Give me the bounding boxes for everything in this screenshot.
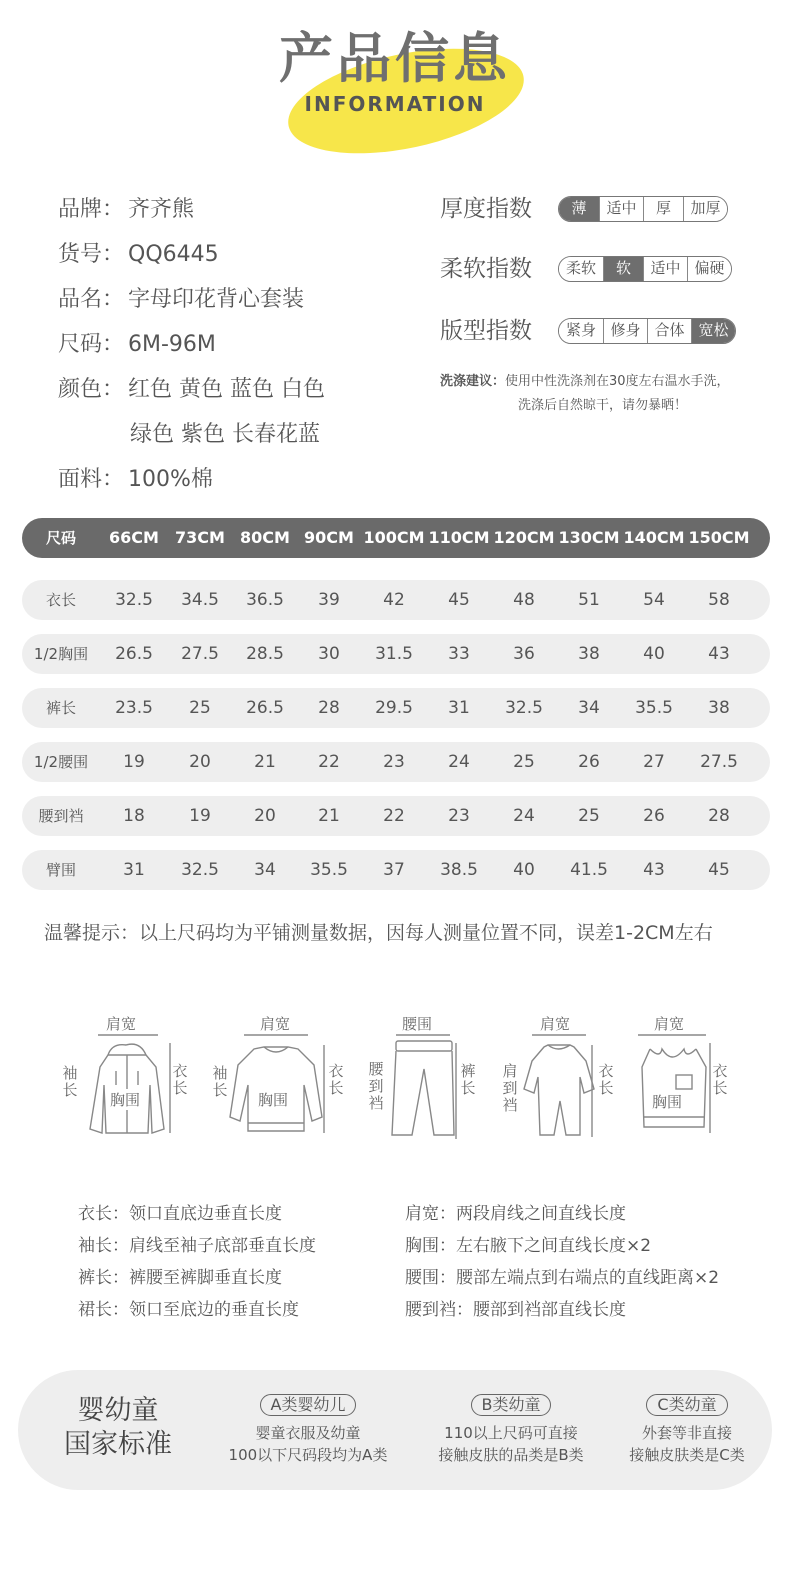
row-label-cell: 腰到裆 <box>38 807 84 825</box>
pants-diagram <box>362 1005 512 1155</box>
size-table-header <box>22 518 770 558</box>
table-cell: 21 <box>254 752 276 772</box>
info-value: 6M-96M <box>128 332 216 357</box>
index-label: 厚度指数 <box>440 196 532 222</box>
table-cell: 42 <box>383 590 405 610</box>
row-label-cell: 臂围 <box>45 861 76 879</box>
index-label: 版型指数 <box>440 318 532 344</box>
info-value: 齐齐熊 <box>128 197 195 222</box>
class-c <box>592 1394 782 1466</box>
table-cell: 31 <box>123 860 145 880</box>
table-cell: 22 <box>318 752 340 772</box>
table-cell: 19 <box>189 806 211 826</box>
label-left: 袖长 <box>62 1064 78 1099</box>
table-cell: 26 <box>578 752 600 772</box>
class-desc <box>213 1422 403 1466</box>
standards-title-line1: 婴幼童 <box>77 1395 159 1426</box>
vest-icon <box>620 1005 770 1155</box>
row-label-cell: 衣长 <box>45 591 76 609</box>
table-cell: 18 <box>123 806 145 826</box>
header-cell: 66CM <box>109 528 159 547</box>
vest-diagram <box>620 1005 770 1155</box>
table-cell: 35.5 <box>635 698 673 718</box>
wash-text: 使用中性洗涤剂在30度左右温水手洗， <box>505 374 730 389</box>
index-option-selected: 薄 <box>559 197 599 221</box>
index-option: 适中 <box>599 197 643 221</box>
table-cell: 21 <box>318 806 340 826</box>
label-top: 肩宽 <box>260 1015 291 1033</box>
table-cell: 38.5 <box>440 860 478 880</box>
table-cell: 19 <box>123 752 145 772</box>
index-option: 合体 <box>647 319 691 343</box>
table-cell: 35.5 <box>310 860 348 880</box>
table-cell: 34.5 <box>181 590 219 610</box>
label-right: 衣长 <box>172 1062 188 1097</box>
thickness-index <box>440 192 770 232</box>
class-desc-line: 婴童衣服及幼童 <box>255 1424 361 1442</box>
info-label: 面料： <box>58 467 125 492</box>
table-cell: 27 <box>643 752 665 772</box>
label-center: 胸围 <box>258 1091 289 1109</box>
definitions-right <box>405 1200 719 1328</box>
definition-item: 裙长：领口至底边的垂直长度 <box>78 1300 299 1320</box>
definition-item: 袖长：肩线至袖子底部垂直长度 <box>78 1236 316 1256</box>
info-label: 品名： <box>58 287 125 312</box>
pants-icon <box>362 1005 512 1155</box>
label-center: 胸围 <box>652 1093 683 1111</box>
table-cell: 38 <box>708 698 730 718</box>
table-cell: 38 <box>578 644 600 664</box>
standards-title-line2: 国家标准 <box>64 1429 172 1460</box>
table-row <box>22 796 770 836</box>
table-row <box>22 634 770 674</box>
info-brand <box>58 192 438 237</box>
table-cell: 32.5 <box>505 698 543 718</box>
label-right: 衣长 <box>598 1062 614 1097</box>
class-desc-line: 110以上尺码可直接 <box>444 1424 578 1442</box>
table-row <box>22 688 770 728</box>
info-fabric <box>58 462 438 507</box>
info-name <box>58 282 438 327</box>
table-cell: 26.5 <box>115 644 153 664</box>
table-cell: 51 <box>578 590 600 610</box>
header-cell: 80CM <box>240 528 290 547</box>
label-top: 肩宽 <box>540 1015 571 1033</box>
table-cell: 41.5 <box>570 860 608 880</box>
table-cell: 48 <box>513 590 535 610</box>
info-value: 字母印花背心套装 <box>128 287 305 312</box>
class-desc-line: 100以下尺码段均为A类 <box>228 1446 388 1464</box>
index-scale <box>558 256 732 282</box>
wash-line-1 <box>440 370 770 394</box>
label-right: 衣长 <box>712 1062 728 1097</box>
class-tag: A类婴幼儿 <box>260 1394 357 1416</box>
table-cell: 43 <box>708 644 730 664</box>
definitions-left <box>78 1200 316 1328</box>
table-cell: 23.5 <box>115 698 153 718</box>
sweater-diagram <box>208 1005 358 1155</box>
header-cell: 120CM <box>493 528 555 547</box>
header-cell: 110CM <box>428 528 490 547</box>
table-cell: 32.5 <box>115 590 153 610</box>
index-option: 偏硬 <box>687 257 731 281</box>
index-option: 修身 <box>603 319 647 343</box>
page-subtitle: INFORMATION <box>304 92 486 116</box>
table-cell: 26.5 <box>246 698 284 718</box>
header-cell: 150CM <box>688 528 750 547</box>
label-right: 裤长 <box>460 1062 476 1097</box>
index-option: 紧身 <box>559 319 603 343</box>
table-cell: 24 <box>448 752 470 772</box>
table-cell: 23 <box>383 752 405 772</box>
measurement-tip: 温馨提示：以上尺码均为平铺测量数据，因每人测量位置不同，误差1-2CM左右 <box>44 922 713 944</box>
table-cell: 22 <box>383 806 405 826</box>
class-desc-line: 接触皮肤的品类是B类 <box>438 1446 584 1464</box>
class-desc-line: 接触皮肤类是C类 <box>629 1446 745 1464</box>
table-row <box>22 850 770 890</box>
definition-item: 衣长：领口直底边垂直长度 <box>78 1204 282 1224</box>
index-option-selected: 宽松 <box>691 319 735 343</box>
definition-item: 胸围：左右腋下之间直线长度×2 <box>405 1236 652 1256</box>
standards-title <box>58 1394 178 1462</box>
table-cell: 26 <box>643 806 665 826</box>
label-top: 腰围 <box>402 1015 433 1033</box>
table-cell: 40 <box>643 644 665 664</box>
label-right: 衣长 <box>328 1062 344 1097</box>
row-label-cell: 裤长 <box>45 699 76 717</box>
table-cell: 25 <box>189 698 211 718</box>
table-cell: 24 <box>513 806 535 826</box>
softness-index <box>440 252 770 292</box>
header-cell: 130CM <box>558 528 620 547</box>
table-cell: 37 <box>383 860 405 880</box>
definition-item: 肩宽：两段肩线之间直线长度 <box>405 1204 626 1224</box>
table-cell: 36 <box>513 644 535 664</box>
label-left: 袖长 <box>212 1064 228 1099</box>
header-cell: 尺码 <box>45 529 76 547</box>
national-standards <box>18 1370 772 1490</box>
table-row <box>22 580 770 620</box>
info-color-continued: 绿色 紫色 长春花蓝 <box>130 422 320 447</box>
table-cell: 25 <box>578 806 600 826</box>
index-option: 加厚 <box>683 197 727 221</box>
label-center: 胸围 <box>110 1091 141 1109</box>
table-cell: 25 <box>513 752 535 772</box>
table-cell: 27.5 <box>181 644 219 664</box>
row-label-cell: 1/2腰围 <box>33 753 89 771</box>
table-cell: 20 <box>254 806 276 826</box>
table-cell: 45 <box>708 860 730 880</box>
header-cell: 90CM <box>304 528 354 547</box>
table-cell: 58 <box>708 590 730 610</box>
table-cell: 31 <box>448 698 470 718</box>
table-cell: 28 <box>318 698 340 718</box>
measurement-diagrams <box>0 1005 790 1155</box>
label-left: 肩到裆 <box>502 1062 518 1114</box>
class-b <box>416 1394 606 1466</box>
table-cell: 40 <box>513 860 535 880</box>
page-title: 产品信息 <box>279 27 511 90</box>
header-cell: 73CM <box>175 528 225 547</box>
info-label: 货号： <box>58 242 125 267</box>
table-cell: 33 <box>448 644 470 664</box>
label-top: 肩宽 <box>654 1015 685 1033</box>
index-scale <box>558 318 736 344</box>
index-option: 适中 <box>643 257 687 281</box>
table-cell: 30 <box>318 644 340 664</box>
label-left: 腰到裆 <box>368 1060 384 1112</box>
class-desc-line: 外套等非直接 <box>641 1424 732 1442</box>
table-cell: 28 <box>708 806 730 826</box>
table-cell: 36.5 <box>246 590 284 610</box>
index-scale <box>558 196 728 222</box>
class-desc <box>416 1422 606 1466</box>
definition-item: 腰到裆：腰部到裆部直线长度 <box>405 1300 626 1320</box>
wash-key: 洗涤建议： <box>440 374 506 389</box>
table-row <box>22 742 770 782</box>
table-cell: 28.5 <box>246 644 284 664</box>
row-label-cell: 1/2胸围 <box>33 645 89 663</box>
table-cell: 54 <box>643 590 665 610</box>
class-tag: B类幼童 <box>471 1394 552 1416</box>
index-option: 厚 <box>643 197 683 221</box>
info-color <box>58 372 438 417</box>
class-a <box>213 1394 403 1466</box>
class-tag: C类幼童 <box>646 1394 727 1416</box>
info-value: 100%棉 <box>128 467 213 492</box>
info-label: 颜色： <box>58 377 125 402</box>
table-cell: 34 <box>254 860 276 880</box>
table-cell: 23 <box>448 806 470 826</box>
table-cell: 29.5 <box>375 698 413 718</box>
table-cell: 27.5 <box>700 752 738 772</box>
info-value: QQ6445 <box>128 242 219 267</box>
label-top: 肩宽 <box>106 1015 137 1033</box>
class-desc <box>592 1422 782 1466</box>
table-cell: 34 <box>578 698 600 718</box>
info-value: 红色 黄色 蓝色 白色 <box>128 377 325 402</box>
jacket-diagram <box>60 1005 210 1155</box>
page-header <box>0 0 790 160</box>
table-cell: 39 <box>318 590 340 610</box>
table-cell: 45 <box>448 590 470 610</box>
wash-line-2: 洗涤后自然晾干，请勿暴晒！ <box>518 398 688 413</box>
index-option-selected: 软 <box>603 257 643 281</box>
info-size <box>58 327 438 372</box>
info-item-no <box>58 237 438 282</box>
table-cell: 32.5 <box>181 860 219 880</box>
definition-item: 腰围：腰部左端点到右端点的直线距离×2 <box>405 1268 720 1288</box>
index-option: 柔软 <box>559 257 603 281</box>
header-cell: 100CM <box>363 528 425 547</box>
wash-advice <box>440 370 770 418</box>
table-cell: 20 <box>189 752 211 772</box>
header-cell: 140CM <box>623 528 685 547</box>
table-cell: 43 <box>643 860 665 880</box>
index-label: 柔软指数 <box>440 256 532 282</box>
fit-index <box>440 314 770 354</box>
table-cell: 31.5 <box>375 644 413 664</box>
info-label: 尺码： <box>58 332 125 357</box>
info-label: 品牌： <box>58 197 125 222</box>
definition-item: 裤长：裤腰至裤脚垂直长度 <box>78 1268 282 1288</box>
product-info <box>58 192 438 507</box>
